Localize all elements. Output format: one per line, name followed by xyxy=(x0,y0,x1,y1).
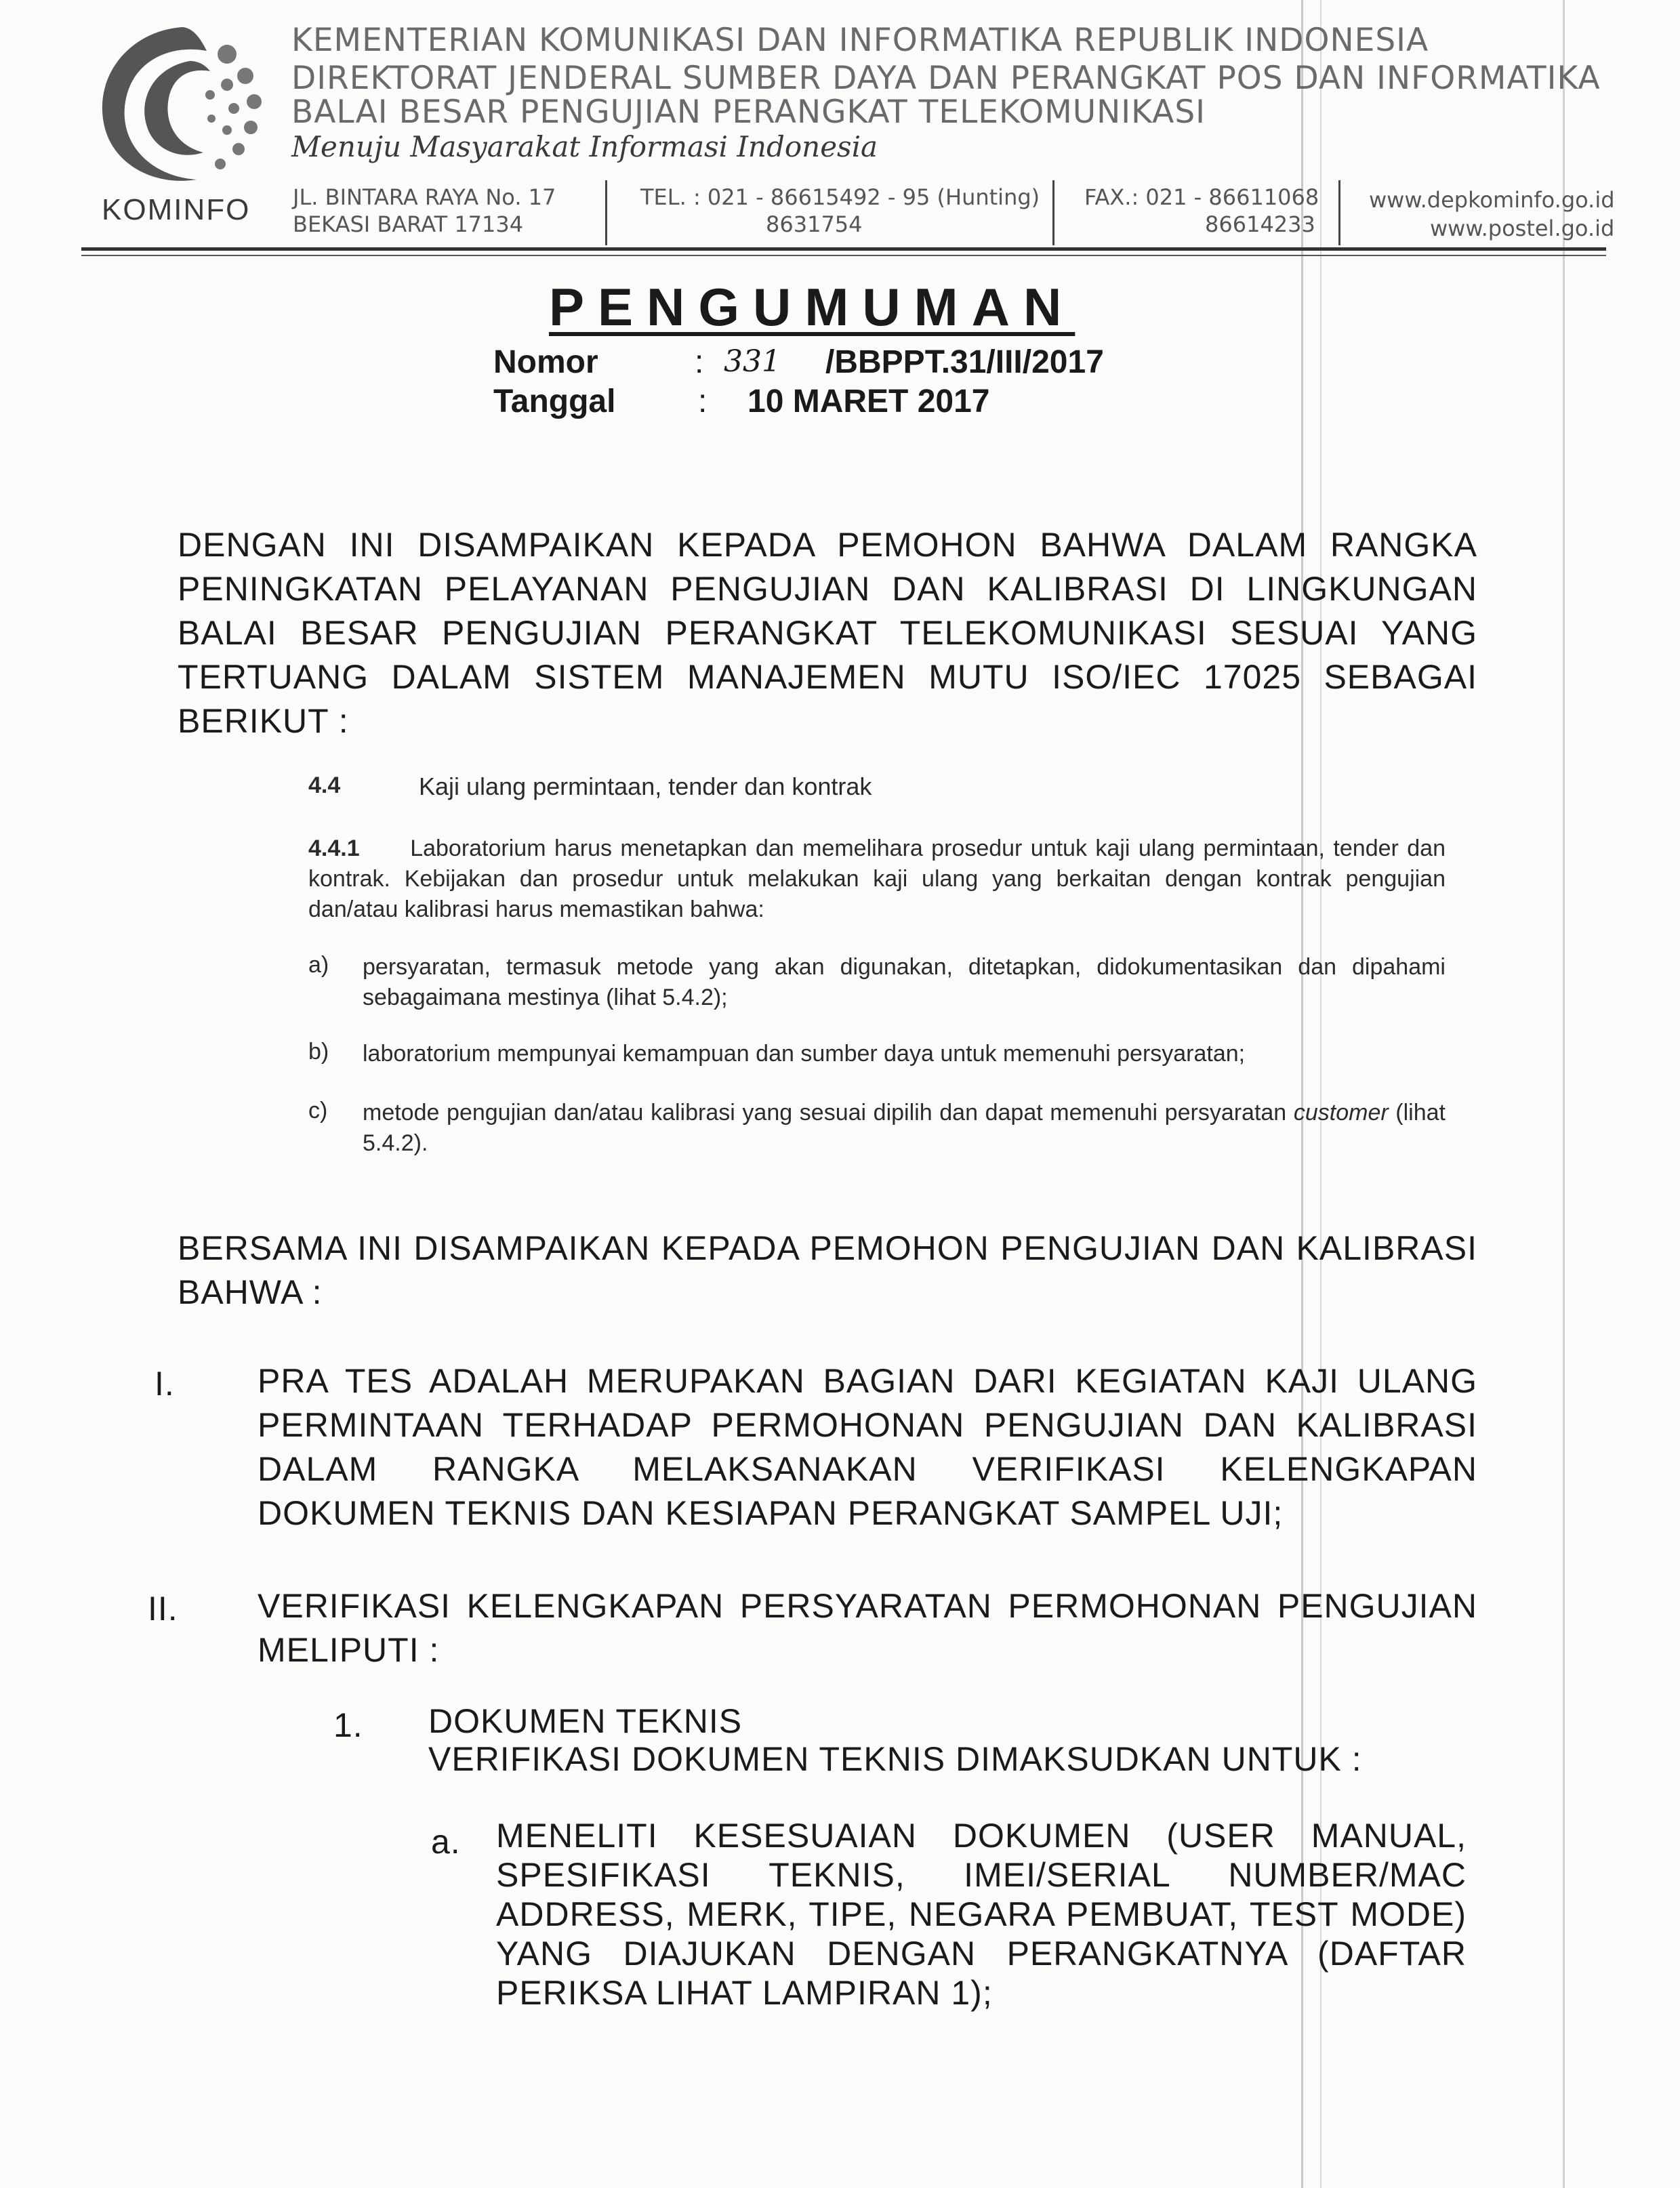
fax-line-2: 86614233 xyxy=(1205,211,1315,237)
point-number: II. xyxy=(148,1590,178,1628)
iso-subsection xyxy=(308,833,1446,925)
nomor-value: /BBPPT.31/III/2017 xyxy=(825,344,1104,380)
website-line-1[interactable]: www.depkominfo.go.id xyxy=(1369,187,1615,213)
address-line-2: BEKASI BARAT 17134 xyxy=(293,211,524,237)
header-rule xyxy=(81,247,1606,251)
header-ministry: KEMENTERIAN KOMUNIKASI DAN INFORMATIKA REPUBLIK INDONESIA xyxy=(291,22,1429,59)
point-number: I. xyxy=(155,1365,175,1403)
page-title: PENGUMUMAN xyxy=(549,277,1075,337)
header-motto: Menuju Masyarakat Informasi Indonesia xyxy=(291,130,878,163)
address-line-1: JL. BINTARA RAYA No. 17 xyxy=(293,184,556,210)
sub-sub-point-text: MENELITI KESESUAIAN DOKUMEN (USER MANUAL, SPESIFIKASI TEKNIS, IMEI/SERIAL NUMBER/MAC ADDRESS, MERK, TIPE, NEGARA PEMBUAT, TEST MODE) YANG DIAJUKAN DENGAN PERANGKATNYA (DAFTAR PERIKSA LIHAT LAMPIRAN 1); xyxy=(496,1817,1467,2012)
intro-paragraph: DENGAN INI DISAMPAIKAN KEPADA PEMOHON BAHWA DALAM RANGKA PENINGKATAN PELAYANAN PENGUJIAN DAN KALIBRASI DI LINGKUNGAN BALAI BESAR PENGUJIAN PERANGKAT TELEKOMUNIKASI SESUAI YANG TERTUANG DALAM SISTEM MANAJEMEN MUTU ISO/IEC 17025 SEBAGAI BERIKUT : xyxy=(178,526,1477,740)
sub-point-title: DOKUMEN TEKNIS xyxy=(428,1702,743,1740)
scan-artifact-line xyxy=(1563,0,1565,2188)
header-directorate: DIREKTORAT JENDERAL SUMBER DAYA DAN PERANGKAT POS DAN INFORMATIKA xyxy=(291,60,1601,97)
sub-point-number: 1. xyxy=(333,1706,363,1744)
iso-section-number: 4.4 xyxy=(308,772,341,798)
point-text: PRA TES ADALAH MERUPAKAN BAGIAN DARI KEGIATAN KAJI ULANG PERMINTAAN TERHADAP PERMOHONAN PENGUJIAN DAN KALIBRASI DALAM RANGKA MELAKSANAKAN VERIFIKASI KELENGKAPAN DOKUMEN TEKNIS DAN KESIAPAN PERANGKAT SAMPEL UJI; xyxy=(258,1362,1477,1532)
sub-point-text: VERIFIKASI DOKUMEN TEKNIS DIMAKSUDKAN UNTUK : xyxy=(428,1740,1362,1778)
tanggal-value: 10 MARET 2017 xyxy=(747,384,990,419)
iso-item-text xyxy=(363,1098,1446,1159)
sub-sub-point-label: a. xyxy=(431,1823,461,1861)
iso-subsection-text: Laboratorium harus menetapkan dan memelihara prosedur untuk kaji ulang permintaan, tender dan kontrak. Kebijakan dan prosedur untuk melakukan kaji ulang yang berkaitan dengan kontrak pengujian dan/atau kalibrasi harus memastikan bahwa: xyxy=(308,835,1446,922)
iso-item-text-part: metode pengujian dan/atau kalibrasi yang sesuai dipilih dan dapat memenuhi persyaratan xyxy=(363,1100,1294,1126)
telephone-line-1: TEL. : 021 - 86615492 - 95 (Hunting) xyxy=(640,184,1040,210)
iso-section-title: Kaji ulang permintaan, tender dan kontrak xyxy=(419,772,872,800)
iso-subsection-number: 4.4.1 xyxy=(308,835,360,861)
logo-text: KOMINFO xyxy=(102,193,251,226)
tanggal-label: Tanggal xyxy=(493,384,616,419)
header-separator xyxy=(1338,180,1340,245)
header-office: BALAI BESAR PENGUJIAN PERANGKAT TELEKOMUNIKASI xyxy=(291,94,1206,131)
website-line-2[interactable]: www.postel.go.id xyxy=(1430,215,1615,241)
iso-item-text-part: (lihat 5.4.2). xyxy=(363,1100,1446,1156)
iso-item-text: laboratorium mempunyai kemampuan dan sumber daya untuk memenuhi persyaratan; xyxy=(363,1041,1246,1067)
iso-item-label: a) xyxy=(308,952,329,978)
kominfo-logo xyxy=(88,14,271,210)
nomor-colon: : xyxy=(695,344,704,380)
iso-item-label: b) xyxy=(308,1039,329,1065)
header-separator xyxy=(605,180,607,245)
iso-item-label: c) xyxy=(308,1098,328,1123)
iso-item-text: persyaratan, termasuk metode yang akan digunakan, ditetapkan, didokumentasikan dan dipahami sebagaimana mestinya (lihat 5.4.2); xyxy=(363,954,1446,1010)
iso-item-text-italic: customer xyxy=(1293,1100,1389,1126)
header-rule xyxy=(81,255,1606,256)
telephone-line-2: 8631754 xyxy=(766,211,863,237)
header-separator xyxy=(1052,180,1054,245)
tanggal-colon: : xyxy=(698,384,708,419)
fax-line-1: FAX.: 021 - 86611068 xyxy=(1084,184,1319,210)
second-intro-paragraph: BERSAMA INI DISAMPAIKAN KEPADA PEMOHON PENGUJIAN DAN KALIBRASI BAHWA : xyxy=(178,1229,1477,1311)
nomor-handwritten: 331 xyxy=(724,344,781,379)
nomor-label: Nomor xyxy=(493,344,598,380)
point-text: VERIFIKASI KELENGKAPAN PERSYARATAN PERMOHONAN PENGUJIAN MELIPUTI : xyxy=(258,1587,1477,1669)
